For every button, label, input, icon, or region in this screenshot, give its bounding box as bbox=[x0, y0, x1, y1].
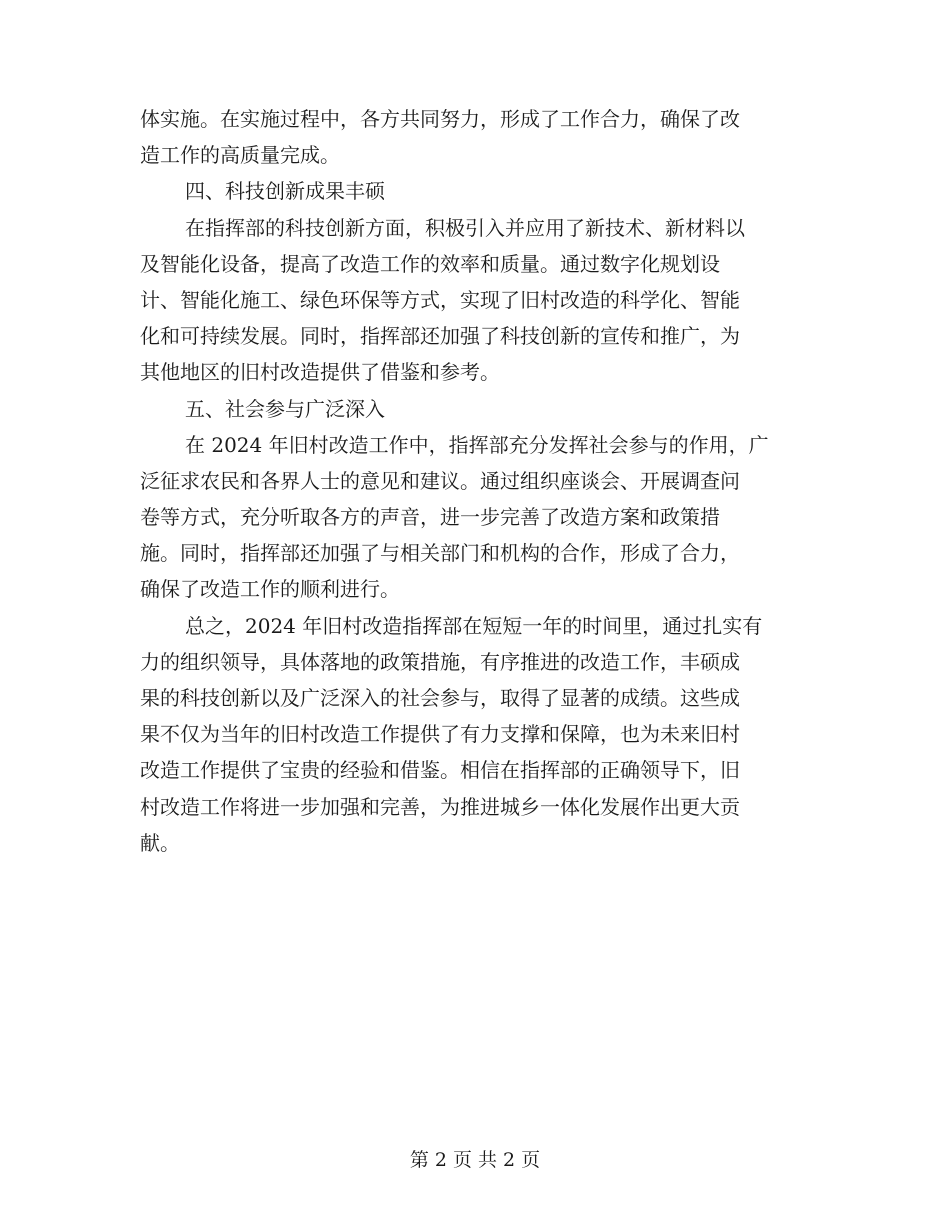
body-line: 计、智能化施工、绿色环保等方式，实现了旧村改造的科学化、智能 bbox=[140, 287, 740, 312]
page-number-footer: 第 2 页 共 2 页 bbox=[409, 1149, 541, 1171]
section-heading-5: 五、社会参与广泛深入 bbox=[185, 396, 385, 421]
body-line: 卷等方式，充分听取各方的声音，进一步完善了改造方案和政策措 bbox=[140, 505, 720, 530]
body-line: 及智能化设备，提高了改造工作的效率和质量。通过数字化规划设 bbox=[140, 251, 720, 276]
body-line: 改造工作提供了宝贵的经验和借鉴。相信在指挥部的正确领导下，旧 bbox=[140, 758, 740, 783]
body-line: 果的科技创新以及广泛深入的社会参与，取得了显著的成绩。这些成 bbox=[140, 686, 740, 710]
body-line: 其他地区的旧村改造提供了借鉴和参考。 bbox=[140, 360, 500, 385]
body-line: 造工作的高质量完成。 bbox=[140, 143, 340, 168]
paragraph-first-line: 在 2024 年旧村改造工作中，指挥部充分发挥社会参与的作用，广 bbox=[185, 432, 769, 457]
body-line: 化和可持续发展。同时，指挥部还加强了科技创新的宣传和推广，为 bbox=[140, 324, 740, 349]
body-line: 力的组织领导，具体落地的政策措施，有序推进的改造工作，丰硕成 bbox=[140, 649, 740, 674]
body-line: 体实施。在实施过程中，各方共同努力，形成了工作合力，确保了改 bbox=[140, 107, 740, 131]
body-line: 确保了改造工作的顺利进行。 bbox=[140, 577, 400, 602]
section-heading-4: 四、科技创新成果丰硕 bbox=[185, 179, 385, 204]
body-line: 村改造工作将进一步加强和完善，为推进城乡一体化发展作出更大贡 bbox=[140, 794, 740, 819]
body-line: 泛征求农民和各界人士的意见和建议。通过组织座谈会、开展调查问 bbox=[140, 468, 740, 493]
document-body bbox=[140, 101, 805, 861]
paragraph-first-line: 在指挥部的科技创新方面，积极引入并应用了新技术、新材料以 bbox=[185, 215, 745, 240]
body-line: 献。 bbox=[140, 830, 180, 855]
body-line: 施。同时，指挥部还加强了与相关部门和机构的合作，形成了合力， bbox=[140, 541, 740, 566]
paragraph-first-line: 总之，2024 年旧村改造指挥部在短短一年的时间里，通过扎实有 bbox=[185, 613, 763, 638]
body-line: 果不仅为当年的旧村改造工作提供了有力支撑和保障，也为未来旧村 bbox=[140, 722, 740, 747]
